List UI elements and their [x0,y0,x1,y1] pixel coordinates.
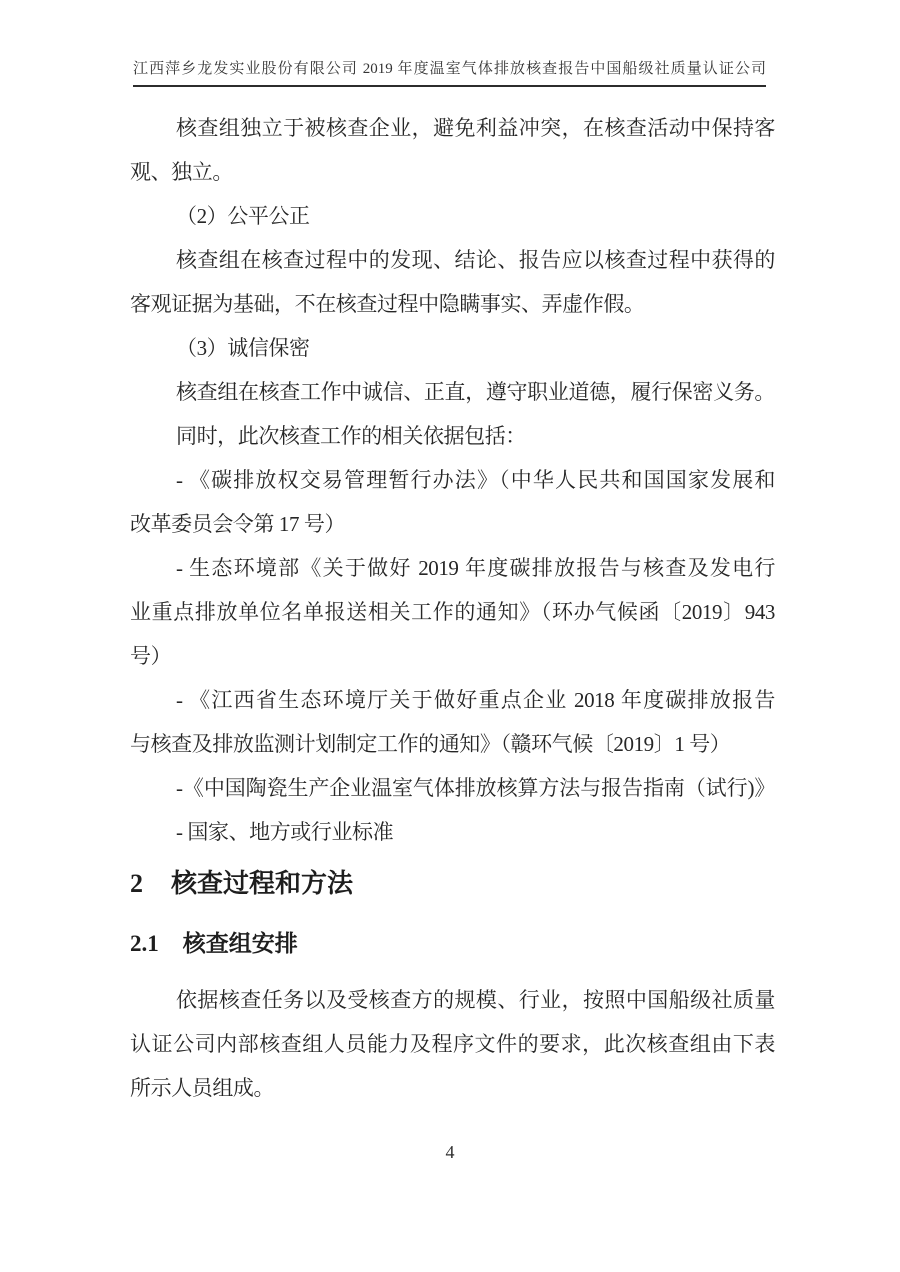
text-line: （3）诚信保密 [176,336,310,360]
text-line: 核查组在核查工作中诚信、正直，遵守职业道德，履行保密义务。 [176,380,775,404]
list-item-line: - 国家、地方或行业标准 [176,820,394,844]
list-item-line: 号） [130,644,172,668]
list-item-line: -《中国陶瓷生产企业温室气体排放核算方法与报告指南（试行)》 [176,776,775,800]
text-line: 同时，此次核查工作的相关依据包括： [176,424,526,448]
list-item-line: 与核查及排放监测计划制定工作的通知》（赣环气候〔2019〕1 号） [130,732,731,756]
text-line: 核查组在核查过程中的发现、结论、报告应以核查过程中获得的 [176,248,775,272]
text-line: 核查组独立于被核查企业，避免利益冲突，在核查活动中保持客 [176,116,775,140]
text-line: （2）公平公正 [176,204,310,228]
closing-paragraph [130,978,775,1110]
subsection-heading [130,924,775,964]
document-body [130,106,775,1110]
list-item-line: 改革委员会令第 17 号） [130,512,346,536]
page-number: 4 [445,1142,455,1162]
text-line: 观、独立。 [130,160,233,184]
text-line: 所示人员组成。 [130,1076,275,1100]
text-line: 依据核查任务以及受核查方的规模、行业，按照中国船级社质量 [176,988,775,1012]
list-item-line: 业重点排放单位名单报送相关工作的通知》（环办气候函〔2019〕943 [130,600,775,624]
running-header: 江西萍乡龙发实业股份有限公司 2019 年度温室气体排放核查报告中国船级社质量认证公司 [133,58,766,87]
text-line: 认证公司内部核查组人员能力及程序文件的要求，此次核查组由下表 [130,1032,775,1056]
list-item-line: - 《江西省生态环境厅关于做好重点企业 2018 年度碳排放报告 [176,688,775,712]
section-heading [130,864,775,904]
text-line: 客观证据为基础，不在核查过程中隐瞒事实、弄虚作假。 [130,292,645,316]
subsection-number: 2.1 [130,931,159,956]
section-number: 2 [130,869,143,898]
section-title: 核查过程和方法 [171,869,354,898]
list-item-line: - 生态环境部《关于做好 2019 年度碳排放报告与核查及发电行 [176,556,775,580]
subsection-title: 核查组安排 [182,931,298,956]
list-item-line: - 《碳排放权交易管理暂行办法》（中华人民共和国国家发展和 [176,468,775,492]
